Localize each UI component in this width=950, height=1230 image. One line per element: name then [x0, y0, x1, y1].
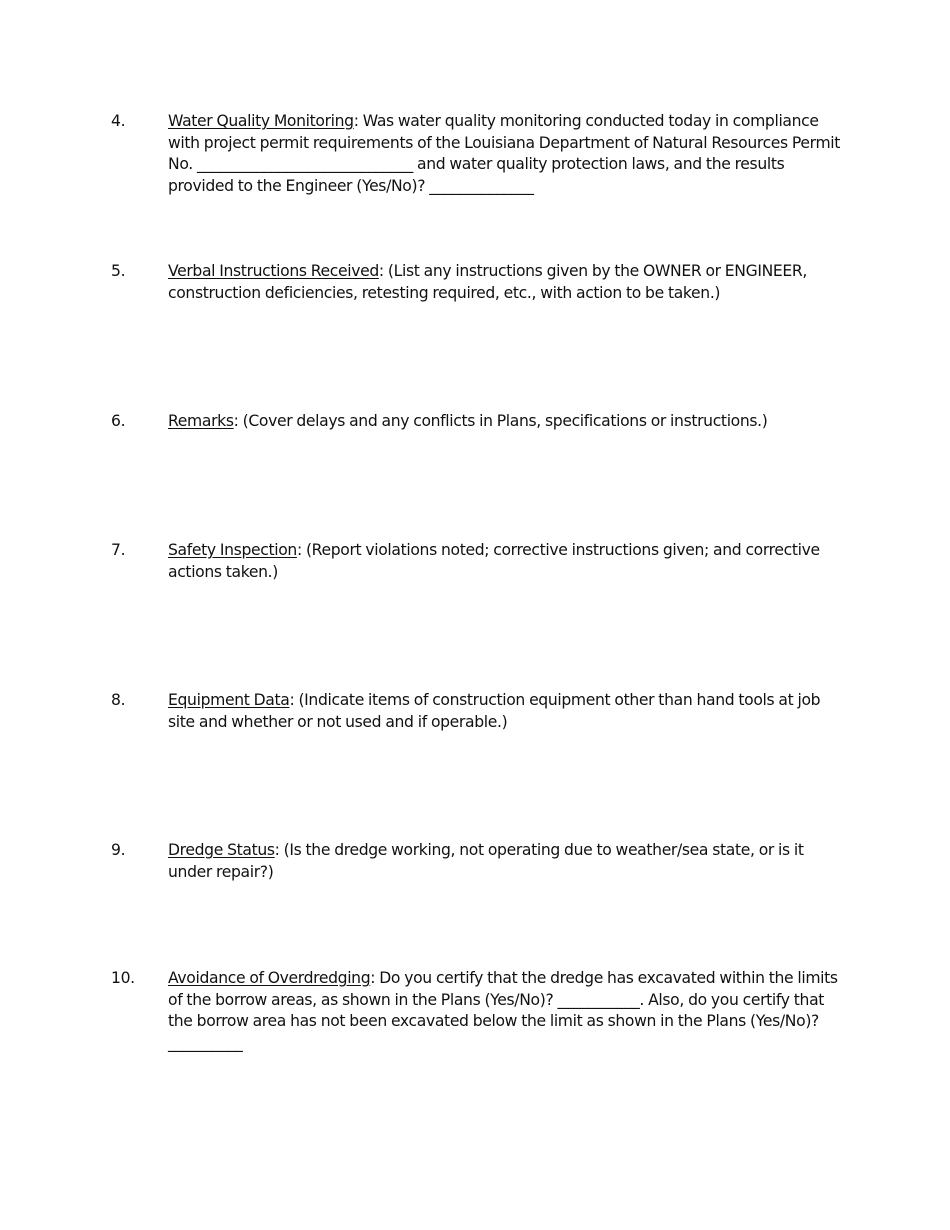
item-heading: Water Quality Monitoring — [168, 112, 354, 130]
item-heading: Remarks — [168, 412, 234, 430]
item-number: 10. — [111, 969, 135, 987]
item-heading: Equipment Data — [168, 691, 290, 709]
item-heading: Verbal Instructions Received — [168, 262, 379, 280]
item-body — [168, 111, 848, 197]
item-10-avoidance-of-overdredging — [111, 968, 851, 1054]
item-body — [168, 540, 848, 583]
item-text: : Was water quality monitoring conducted today in compliance with project permit requirements of the Louisiana Department of Natural Resources Permit No. _____________________________ and water quality protection laws, and the results provided to the Engineer (Yes/No)? ______________ — [168, 112, 841, 195]
item-number: 7. — [111, 541, 126, 559]
item-5-verbal-instructions — [111, 261, 851, 304]
item-body — [168, 968, 848, 1054]
item-body — [168, 411, 848, 433]
item-body — [168, 840, 848, 883]
item-body — [168, 261, 848, 304]
item-heading: Avoidance of Overdredging — [168, 969, 371, 987]
item-text: : (Cover delays and any conflicts in Plans, specifications or instructions.) — [233, 412, 768, 430]
item-7-safety-inspection — [111, 540, 851, 583]
item-body — [168, 690, 848, 733]
item-4-water-quality-monitoring — [111, 111, 851, 197]
item-text: : (List any instructions given by the OWNER or ENGINEER, construction deficiencies, retesting required, etc., with action to be taken.) — [168, 262, 808, 302]
item-text: : Do you certify that the dredge has excavated within the limits of the borrow areas, as shown in the Plans (Yes/No)? ___________. Also, do you certify that the borrow area has not been excavated below the limit as shown in the Plans (Yes/No)? __________ — [168, 969, 838, 1052]
item-text: : (Is the dredge working, not operating due to weather/sea state, or is it under repair?) — [168, 841, 804, 881]
item-text: : (Report violations noted; corrective instructions given; and corrective actions taken.) — [168, 541, 820, 581]
item-heading: Safety Inspection — [168, 541, 297, 559]
item-number: 5. — [111, 262, 126, 280]
item-number: 9. — [111, 841, 126, 859]
item-number: 4. — [111, 112, 126, 130]
item-heading: Dredge Status — [168, 841, 275, 859]
item-6-remarks — [111, 411, 851, 433]
item-number: 8. — [111, 691, 126, 709]
item-number: 6. — [111, 412, 126, 430]
item-9-dredge-status — [111, 840, 851, 883]
item-8-equipment-data — [111, 690, 851, 733]
item-text: : (Indicate items of construction equipment other than hand tools at job site and whether or not used and if operable.) — [168, 691, 821, 731]
